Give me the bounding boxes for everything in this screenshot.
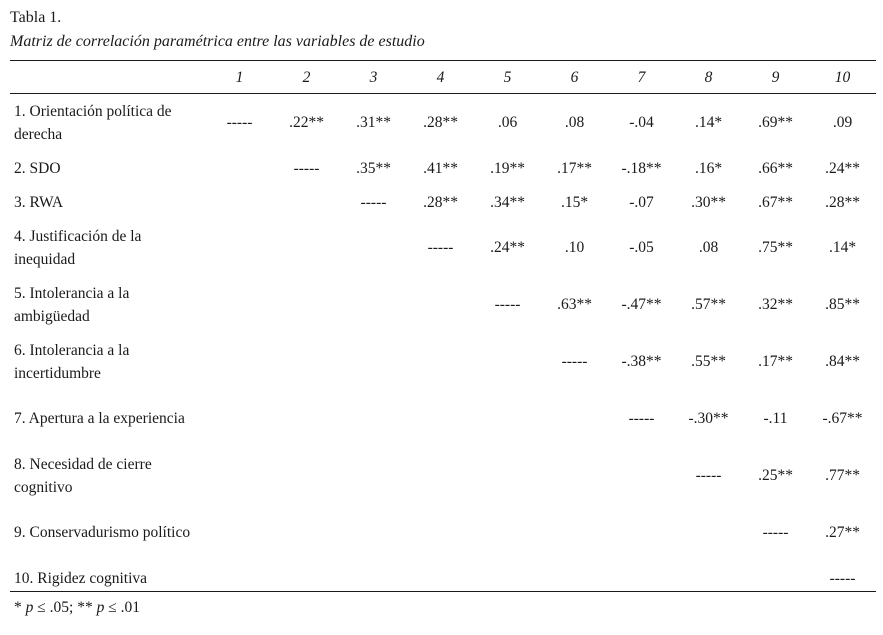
table-cell: -.05 xyxy=(629,239,654,256)
table-cell: .14* xyxy=(694,114,723,131)
table-cell xyxy=(407,561,474,595)
table-cell: .27** xyxy=(825,524,860,541)
row-label: 3. RWA xyxy=(14,193,64,211)
table-cell: .66** xyxy=(758,159,793,177)
table-cell xyxy=(541,447,608,504)
table-cell xyxy=(273,276,340,333)
table-cell xyxy=(273,185,340,219)
table-cell xyxy=(608,447,675,504)
table-cell: .17** xyxy=(557,159,592,177)
table-cell: .34** xyxy=(490,193,525,211)
table-cell: ----- xyxy=(293,159,320,177)
table-cell: .08 xyxy=(564,114,585,131)
table-cell: .67** xyxy=(758,193,793,211)
table-cell xyxy=(474,447,541,504)
table-cell: .28** xyxy=(423,193,458,211)
table-cell: .15* xyxy=(560,193,589,211)
table-cell: .69** xyxy=(758,114,793,131)
table-cell: -.11 xyxy=(763,410,788,427)
table-cell xyxy=(608,561,675,595)
table-cell xyxy=(541,504,608,561)
row-label: 6. Intolerancia a la incertidumbre xyxy=(14,341,130,382)
table-row xyxy=(10,333,876,390)
table-cell: ----- xyxy=(360,193,387,211)
table-cell: ----- xyxy=(695,467,722,484)
table-cell xyxy=(407,333,474,390)
table-row xyxy=(10,151,876,185)
table-cell xyxy=(206,219,273,276)
column-header: 10 xyxy=(834,69,851,86)
table-cell: -.30** xyxy=(688,410,729,427)
table-row xyxy=(10,504,876,561)
table-cell xyxy=(407,504,474,561)
column-header: 4 xyxy=(436,69,445,86)
table-cell: .28** xyxy=(825,193,860,211)
table-cell xyxy=(206,333,273,390)
table-cell xyxy=(474,333,541,390)
table-cell xyxy=(206,447,273,504)
table-cell xyxy=(675,561,742,595)
row-label: 7. Apertura a la experiencia xyxy=(14,410,185,427)
table-cell xyxy=(206,561,273,595)
table-cell xyxy=(541,561,608,595)
table-cell: .55** xyxy=(691,353,726,370)
table-cell: .22** xyxy=(289,114,324,131)
table-cell xyxy=(340,561,407,595)
table-cell xyxy=(273,447,340,504)
table-cell: .08 xyxy=(698,239,719,256)
table-cell xyxy=(407,276,474,333)
table-cell: .32** xyxy=(758,296,793,313)
table-cell xyxy=(206,276,273,333)
table-cell: .30** xyxy=(691,193,726,211)
table-cell: -.38** xyxy=(621,353,662,370)
table-label: Tabla 1. xyxy=(10,9,62,26)
table-cell xyxy=(273,561,340,595)
row-label: 10. Rigidez cognitiva xyxy=(14,569,148,587)
table-row xyxy=(10,94,876,151)
footnote-part: * xyxy=(14,599,26,616)
table-cell xyxy=(675,504,742,561)
table-cell: ----- xyxy=(628,410,655,427)
table-cell xyxy=(541,390,608,447)
table-cell: -.18** xyxy=(621,159,662,177)
table-cell xyxy=(206,504,273,561)
table-cell: .17** xyxy=(758,353,793,370)
table-cell xyxy=(340,504,407,561)
table-cell: .84** xyxy=(825,353,860,370)
table-cell xyxy=(340,447,407,504)
table-cell: ----- xyxy=(427,239,454,256)
table-cell: .19** xyxy=(490,159,525,177)
column-header: 5 xyxy=(503,69,512,86)
table-cell: .10 xyxy=(564,239,585,256)
table-cell: -.47** xyxy=(621,296,662,313)
column-header: 8 xyxy=(704,69,713,86)
table-cell xyxy=(340,276,407,333)
footnote-part: ≤ .01 xyxy=(104,599,140,616)
table-cell: .28** xyxy=(423,114,458,131)
table-cell xyxy=(273,333,340,390)
table-cell xyxy=(340,390,407,447)
table-row xyxy=(10,447,876,504)
table-cell xyxy=(206,390,273,447)
column-header: 9 xyxy=(771,69,780,86)
row-label: 5. Intolerancia a la ambigüedad xyxy=(14,284,130,325)
column-header: 7 xyxy=(637,69,646,86)
table-cell xyxy=(273,504,340,561)
table-row xyxy=(10,219,876,276)
footnote-part: ≤ .05; ** xyxy=(33,599,97,616)
table-cell: ----- xyxy=(762,524,789,541)
table-cell: .85** xyxy=(825,296,860,313)
table-cell: .25** xyxy=(758,467,793,484)
table-cell: .24** xyxy=(490,239,525,256)
top-rule xyxy=(10,60,876,61)
table-row xyxy=(10,276,876,333)
table-cell: -.67** xyxy=(822,410,863,427)
table-cell xyxy=(407,390,474,447)
table-cell xyxy=(742,561,809,595)
footnote-p-symbol: p xyxy=(25,599,34,616)
bottom-rule xyxy=(10,591,876,592)
table-cell: .31** xyxy=(356,114,391,131)
column-header: 3 xyxy=(369,69,378,86)
table-cell xyxy=(206,185,273,219)
table-cell: ----- xyxy=(494,296,521,313)
table-cell: .06 xyxy=(497,114,518,131)
row-label: 9. Conservadurismo político xyxy=(14,524,191,541)
table-caption: Matriz de correlación paramétrica entre las variables de estudio xyxy=(10,33,425,50)
row-label: 2. SDO xyxy=(14,159,61,177)
table-cell xyxy=(273,219,340,276)
table-cell: .41** xyxy=(423,159,458,177)
table-cell xyxy=(206,151,273,185)
table-cell xyxy=(608,504,675,561)
table-cell: .09 xyxy=(832,114,853,131)
column-header: 2 xyxy=(302,69,311,86)
table-cell: .24** xyxy=(825,159,860,177)
table-cell: .14* xyxy=(828,239,857,256)
correlation-table xyxy=(10,94,876,595)
table-cell xyxy=(474,390,541,447)
column-header: 1 xyxy=(235,69,244,86)
footnote-p-symbol: p xyxy=(96,599,105,616)
table-cell xyxy=(340,219,407,276)
significance-footnote xyxy=(14,599,140,617)
table-cell: .57** xyxy=(691,296,726,313)
row-label: 1. Orientación política de derecha xyxy=(14,102,172,143)
table-cell xyxy=(273,390,340,447)
table-cell: .16* xyxy=(694,159,723,177)
table-cell: .63** xyxy=(557,296,592,313)
table-cell: .35** xyxy=(356,159,391,177)
table-row xyxy=(10,561,876,595)
table-cell: ----- xyxy=(226,114,253,131)
row-label: 4. Justificación de la inequidad xyxy=(14,227,142,268)
table-cell: .75** xyxy=(758,239,793,256)
column-header: 6 xyxy=(570,69,579,86)
table-cell xyxy=(474,504,541,561)
table-cell: .77** xyxy=(825,467,860,484)
table-cell: ----- xyxy=(829,569,856,587)
table-row xyxy=(10,390,876,447)
table-cell: -.04 xyxy=(629,114,654,131)
table-cell: ----- xyxy=(561,353,588,370)
table-cell: -.07 xyxy=(629,193,654,211)
table-cell xyxy=(407,447,474,504)
row-label: 8. Necesidad de cierre cognitivo xyxy=(14,455,152,496)
table-cell xyxy=(340,333,407,390)
table-cell xyxy=(474,561,541,595)
table-row xyxy=(10,185,876,219)
